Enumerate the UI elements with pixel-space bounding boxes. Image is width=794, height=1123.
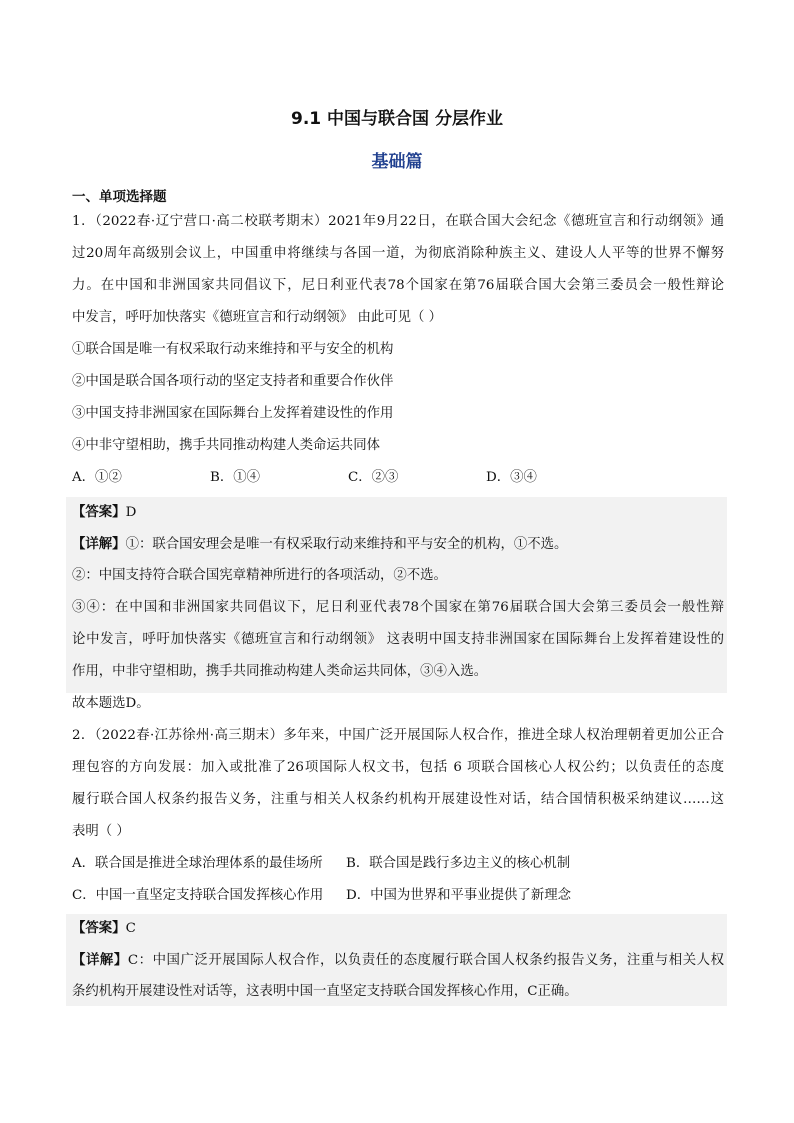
answer-label: 【答案】: [72, 920, 126, 936]
page-title: 9.1 中国与联合国 分层作业: [291, 109, 503, 129]
q1-option-c: C．②③: [348, 470, 399, 485]
q2-detail-line: 条约机构开展建设性对话等，这表明中国一直坚定支持联合国发挥核心作用，C正确。: [72, 984, 578, 999]
q1-statement: ④中非守望相助，携手共同推动构建人类命运共同体: [72, 438, 380, 453]
q1-detail-line: 作用，中非守望相助，携手共同推动构建人类命运共同体，③④入选。: [72, 664, 488, 679]
detail-text: C：中国广泛开展国际人权合作，以负责任的态度履行联合国人权条约报告义务，注重与相关人权: [127, 953, 724, 968]
q2-option-d: D．中国为世界和平事业提供了新理念: [346, 888, 571, 903]
q2-option-a: A．联合国是推进全球治理体系的最佳场所: [72, 856, 323, 871]
page-subtitle: 基础篇: [371, 152, 423, 172]
section-heading: 一、单项选择题: [72, 189, 167, 205]
q1-statement: ③中国支持非洲国家在国际舞台上发挥着建设性的作用: [72, 406, 394, 421]
q1-statement: ①联合国是唯一有权采取行动来维持和平与安全的机构: [72, 342, 394, 357]
q1-detail-line: ②：中国支持符合联合国宪章精神所进行的各项活动，②不选。: [72, 568, 447, 583]
q1-statement: ②中国是联合国各项行动的坚定支持者和重要合作伙伴: [72, 374, 394, 389]
answer-value: D: [125, 505, 137, 520]
q2-option-b: B．联合国是践行多边主义的核心机制: [346, 856, 571, 871]
q1-option-a: A．①②: [72, 470, 122, 485]
answer-value: C: [125, 921, 136, 936]
q2-option-c: C．中国一直坚定支持联合国发挥核心作用: [72, 888, 324, 903]
q1-detail-line: 故本题选D。: [72, 696, 150, 711]
q1-option-b: B．①④: [210, 470, 261, 485]
q2-stem-line: 2．（2022春·江苏徐州·高三期末）多年来，中国广泛开展国际人权合作，推进全球人权治理朝着更加公正合: [72, 728, 724, 743]
q1-option-d: D．③④: [486, 470, 537, 485]
q2-stem-line: 理包容的方向发展：加入或批准了26项国际人权文书，包括 6 项联合国核心人权公约；以负责任的态度: [72, 760, 724, 775]
q1-detail-line: 论中发言，呼吁加快落实《德班宣言和行动纲领》 这表明中国支持非洲国家在国际舞台上发挥着建设性的: [72, 632, 724, 647]
q1-stem-line: 中发言，呼吁加快落实《德班宣言和行动纲领》 由此可见（ ）: [72, 310, 443, 325]
q2-detail-line: [72, 950, 724, 971]
detail-label: 【详解】: [72, 952, 128, 968]
q1-detail-line: [72, 534, 724, 555]
detail-text: ①：联合国安理会是唯一有权采取行动来维持和平与安全的机构，①不选。: [125, 537, 568, 552]
answer-label: 【答案】: [72, 504, 126, 520]
q2-answer: [72, 918, 724, 939]
q1-stem-line: 过20周年高级别会议上，中国重申将继续与各国一道，为彻底消除种族主义、建设人人平等的世界不懈努: [72, 246, 724, 261]
detail-label: 【详解】: [72, 536, 126, 552]
q1-stem-line: 1．（2022春·辽宁营口·高二校联考期末）2021年9月22日，在联合国大会纪念《德班宣言和行动纲领》通: [72, 214, 724, 229]
q1-stem-line: 力。在中国和非洲国家共同倡议下，尼日利亚代表78个国家在第76届联合国大会第三委员会一般性辩论: [72, 278, 724, 293]
q2-stem-line: 表明（ ）: [72, 824, 130, 839]
q1-detail-line: ③④：在中国和非洲国家共同倡议下，尼日利亚代表78个国家在第76届联合国大会第三委员会一般性辩: [72, 600, 724, 615]
q1-answer: [72, 502, 724, 523]
q2-stem-line: 履行联合国人权条约报告义务，注重与相关人权条约机构开展建设性对话，结合国情积极采纳建议……这: [72, 792, 724, 807]
